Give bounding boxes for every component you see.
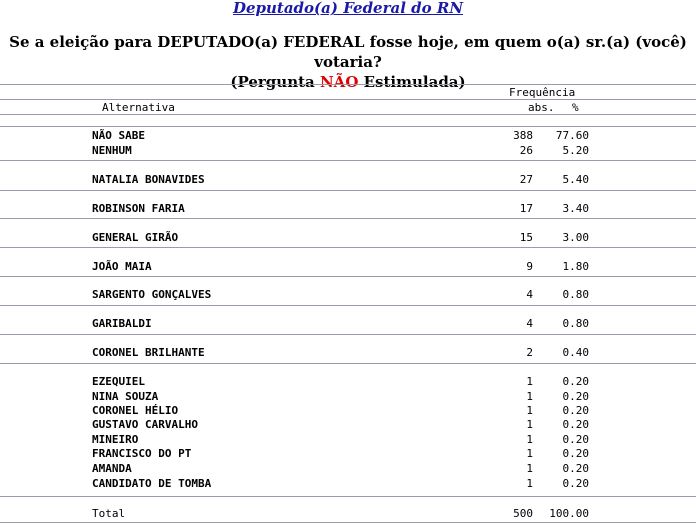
question-line-2 [0,72,696,92]
row-abs: 4 [526,288,533,301]
row-name: GUSTAVO CARVALHO [92,418,198,431]
row-percent: 0.20 [562,433,589,446]
row-divider [0,126,696,127]
row-abs: 1 [526,433,533,446]
row-percent: 0.20 [562,404,589,417]
row-percent: 5.20 [562,144,589,157]
row-percent: 0.20 [562,375,589,388]
question-prefix: (Pergunta [230,73,320,91]
column-header-rule [0,114,696,115]
row-abs: 27 [519,173,533,186]
row-abs: 1 [526,375,533,388]
row-abs: 1 [526,418,533,431]
row-abs: 15 [519,231,533,244]
row-percent: 3.40 [562,202,589,215]
row-percent: 1.80 [562,260,589,273]
question-highlight: NÃO [319,73,359,91]
row-abs: 2 [526,346,533,359]
row-percent: 0.20 [562,418,589,431]
row-abs: 1 [526,404,533,417]
row-divider [0,363,696,364]
row-name: MINEIRO [92,433,139,446]
frequency-header: Frequência [509,86,576,99]
row-percent: 0.20 [562,447,589,460]
row-name: EZEQUIEL [92,375,145,388]
row-abs: 9 [526,260,533,273]
row-abs: 4 [526,317,533,330]
row-divider [0,247,696,248]
row-name: ROBINSON FARIA [92,202,185,215]
row-name: CORONEL BRILHANTE [92,346,205,359]
row-abs: 1 [526,477,533,490]
row-abs: 1 [526,390,533,403]
row-percent: 0.40 [562,346,589,359]
row-abs: 388 [513,129,533,142]
row-percent: 3.00 [562,231,589,244]
row-name: GENERAL GIRÃO [92,231,179,244]
row-name: GARIBALDI [92,317,152,330]
row-name: NINA SOUZA [92,390,159,403]
table-top-rule [0,84,696,85]
question-suffix: Estimulada) [358,73,466,91]
row-divider [0,276,696,277]
question-line-1: Se a eleição para DEPUTADO(a) FEDERAL fosse hoje, em quem o(a) sr.(a) (você) votaria? [9,33,687,71]
row-percent: 77.60 [555,129,589,142]
row-name: NATALIA BONAVIDES [92,173,205,186]
row-name: CANDIDATO DE TOMBA [92,477,212,490]
row-abs: 1 [526,447,533,460]
row-name: AMANDA [92,462,132,475]
row-percent: 0.20 [562,390,589,403]
row-percent: 0.20 [562,477,589,490]
row-divider [0,190,696,191]
alternative-header: Alternativa [102,101,175,114]
abs-header: abs. [528,101,555,114]
percent-header: % [572,101,579,114]
total-percent: 100.00 [549,507,589,520]
row-name: FRANCISCO DO PT [92,447,192,460]
row-abs: 17 [519,202,533,215]
row-percent: 5.40 [562,173,589,186]
row-percent: 0.80 [562,288,589,301]
row-divider [0,496,696,497]
row-divider [0,160,696,161]
row-divider [0,218,696,219]
question-text [0,32,696,92]
row-name: CORONEL HÉLIO [92,404,179,417]
total-abs: 500 [513,507,533,520]
row-percent: 0.80 [562,317,589,330]
row-divider [0,334,696,335]
row-percent: 0.20 [562,462,589,475]
total-label: Total [92,507,126,520]
row-name: NENHUM [92,144,132,157]
row-abs: 1 [526,462,533,475]
row-name: SARGENTO GONÇALVES [92,288,212,301]
row-name: NÃO SABE [92,129,145,142]
row-abs: 26 [519,144,533,157]
row-divider [0,305,696,306]
frequency-header-rule [0,99,696,100]
table-bottom-rule [0,522,696,523]
page-title: Deputado(a) Federal do RN [232,0,464,17]
row-name: JOÃO MAIA [92,260,152,273]
